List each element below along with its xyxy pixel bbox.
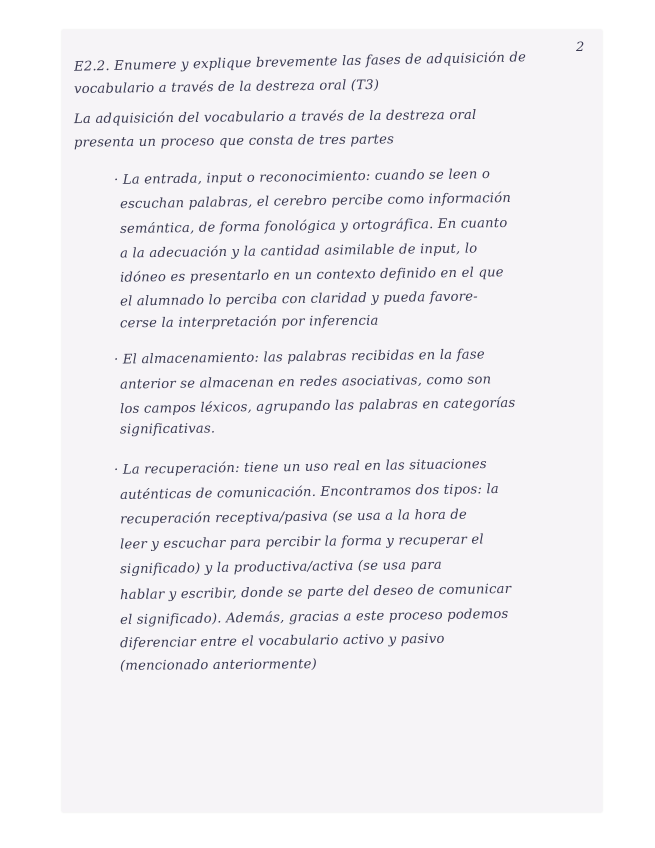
question-line-2: vocabulario a través de la destreza oral (T3) xyxy=(73,77,380,98)
phase-2-line-3: los campos léxicos, agrupando las palabras en categorías xyxy=(119,395,516,418)
phase-3-line-8: diferenciar entre el vocabulario activo y pasivo xyxy=(119,631,445,652)
phase-1-line-2: escuchan palabras, el cerebro percibe como información xyxy=(119,190,512,213)
phase-3-line-2: auténticas de comunicación. Encontramos dos tipos: la xyxy=(119,482,500,503)
phase-1-line-5: idóneo es presentarlo en un contexto definido en el que xyxy=(119,265,504,286)
notebook-page xyxy=(62,30,602,812)
phase-3-line-5: significado) y la productiva/activa (se usa para xyxy=(119,557,443,578)
phase-3-line-1: · La recuperación: tiene un uso real en las situaciones xyxy=(113,457,487,478)
intro-line-2: presenta un proceso que consta de tres partes xyxy=(73,132,395,151)
phase-1-line-7: cerse la interpretación por inferencia xyxy=(119,313,379,332)
phase-2-line-2: anterior se almacenan en redes asociativas, como son xyxy=(119,372,492,393)
phase-2-line-1: · El almacenamiento: las palabras recibidas en la fase xyxy=(113,347,485,368)
question-line-1: E2.2. Enumere y explique brevemente las fases de adquisición de xyxy=(73,50,527,75)
intro-line-1: La adquisición del vocabulario a través de la destreza oral xyxy=(73,107,477,128)
page-number: 2 xyxy=(576,40,585,55)
phase-1-line-6: el alumnado lo perciba con claridad y pueda favore- xyxy=(119,289,479,310)
phase-1-line-3: semántica, de forma fonológica y ortográfica. En cuanto xyxy=(119,215,508,238)
phase-3-line-6: hablar y escribir, donde se parte del deseo de comunicar xyxy=(119,581,512,604)
phase-3-line-7: el significado). Además, gracias a este proceso podemos xyxy=(119,606,509,629)
phase-1-line-1: · La entrada, input o reconocimiento: cuando se leen o xyxy=(113,167,491,188)
phase-3-line-9: (mencionado anteriormente) xyxy=(119,657,317,674)
phase-1-line-4: a la adecuación y la cantidad asimilable de input, lo xyxy=(119,241,478,262)
phase-3-line-4: leer y escuchar para percibir la forma y recuperar el xyxy=(119,532,484,553)
phase-3-line-3: recuperación receptiva/pasiva (se usa a la hora de xyxy=(119,507,468,528)
phase-2-line-4: significativas. xyxy=(119,421,216,438)
